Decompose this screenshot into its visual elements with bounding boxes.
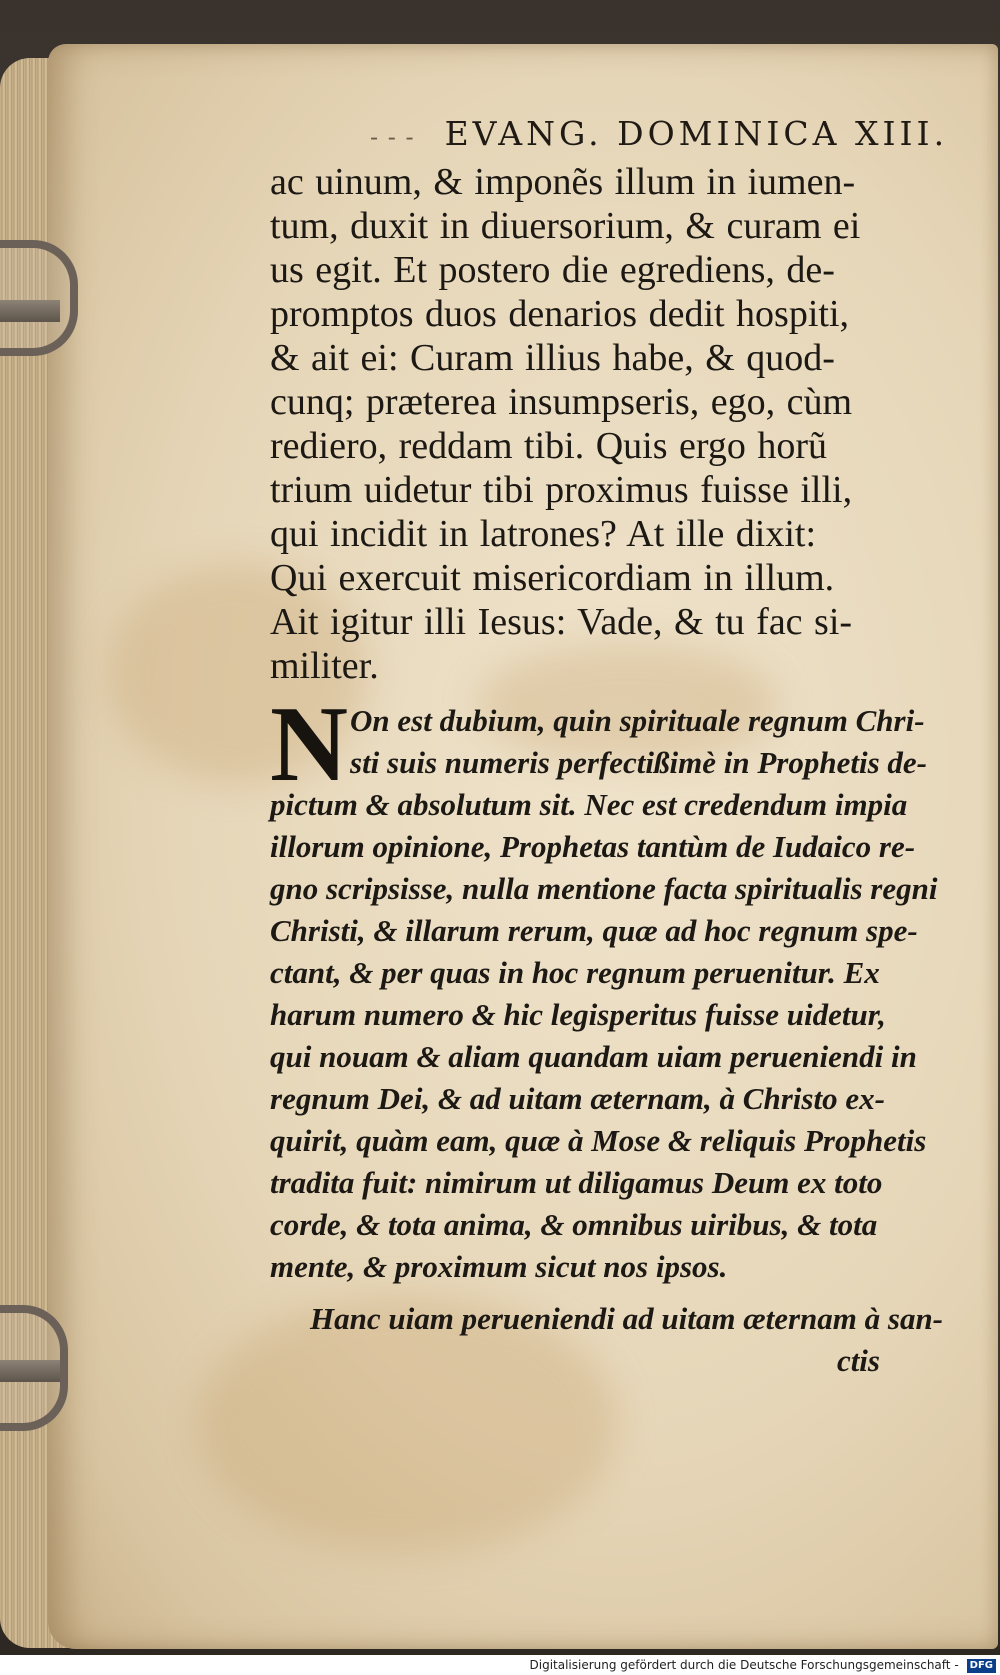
commentary-line: Christi, & illarum rerum, quæ ad hoc regnum spe- <box>270 913 918 948</box>
commentary-line: ctant, & per quas in hoc regnum peruenitur. Ex <box>270 955 880 990</box>
dfg-logo: DFG <box>967 1659 996 1673</box>
commentary-line: mente, & proximum sicut nos ipsos. <box>270 1249 728 1284</box>
gospel-text <box>270 160 950 688</box>
commentary-line: tradita fuit: nimirum ut diligamus Deum ex toto <box>270 1165 883 1200</box>
footer-credit: Digitalisierung gefördert durch die Deutsche Forschungsgemeinschaft - <box>529 1658 959 1672</box>
commentary-line: sti suis numeris perfectißimè in Prophetis de- <box>350 745 927 780</box>
commentary-line: quirit, quàm eam, quæ à Mose & reliquis Prophetis <box>270 1123 927 1158</box>
gospel-line: Ait igitur illi Iesus: Vade, & tu fac si- <box>270 601 853 643</box>
commentary-line: gno scripsisse, nulla mentione facta spiritualis regni <box>270 871 938 906</box>
commentary-line: pictum & absolutum sit. Nec est credendum impia <box>270 787 908 822</box>
commentary-line: illorum opinione, Prophetas tantùm de Iudaico re- <box>270 829 916 864</box>
gospel-line: ac uinum, & imponẽs illum in iumen- <box>270 161 856 203</box>
gospel-line: cunq; præterea insumpseris, ego, cùm <box>270 381 853 423</box>
gospel-line: rediero, reddam tibi. Quis ergo horũ <box>270 425 827 467</box>
digitization-footer <box>0 1655 1000 1675</box>
commentary-line: On est dubium, quin spirituale regnum Chri- <box>350 703 925 738</box>
text-block <box>270 108 950 1382</box>
commentary-paragraph-start: Hanc uiam perueniendi ad uitam æternam à san- <box>310 1301 944 1336</box>
header-dash: - - - <box>370 123 415 151</box>
clasp-band-upper <box>0 300 60 322</box>
commentary-line: harum numero & hic legisperitus fuisse uidetur, <box>270 997 886 1032</box>
commentary <box>270 685 950 1382</box>
commentary-line: corde, & tota anima, & omnibus uiribus, & tota <box>270 1207 878 1242</box>
drop-capital: N <box>270 685 348 804</box>
running-header <box>270 108 950 160</box>
header-title: EVANG. DOMINICA XIII. <box>444 114 949 153</box>
gospel-line: qui incidit in latrones? At ille dixit: <box>270 513 817 555</box>
gospel-line: tum, duxit in diuersorium, & curam ei <box>270 205 861 247</box>
gospel-line: militer. <box>270 645 379 687</box>
gospel-line: Qui exercuit misericordiam in illum. <box>270 557 835 599</box>
catchword: ctis <box>836 1343 880 1378</box>
commentary-line: regnum Dei, & ad uitam æternam, à Christo ex- <box>270 1081 885 1116</box>
gospel-line: promptos duos denarios dedit hospiti, <box>270 293 850 335</box>
book-clasp-upper <box>0 240 78 356</box>
gospel-line: trium uidetur tibi proximus fuisse illi, <box>270 469 853 511</box>
gospel-line: & ait ei: Curam illius habe, & quod- <box>270 337 835 379</box>
gospel-line: us egit. Et postero die egrediens, de- <box>270 249 835 291</box>
commentary-line: qui nouam & aliam quandam uiam perueniendi in <box>270 1039 917 1074</box>
clasp-band-lower <box>0 1360 60 1382</box>
